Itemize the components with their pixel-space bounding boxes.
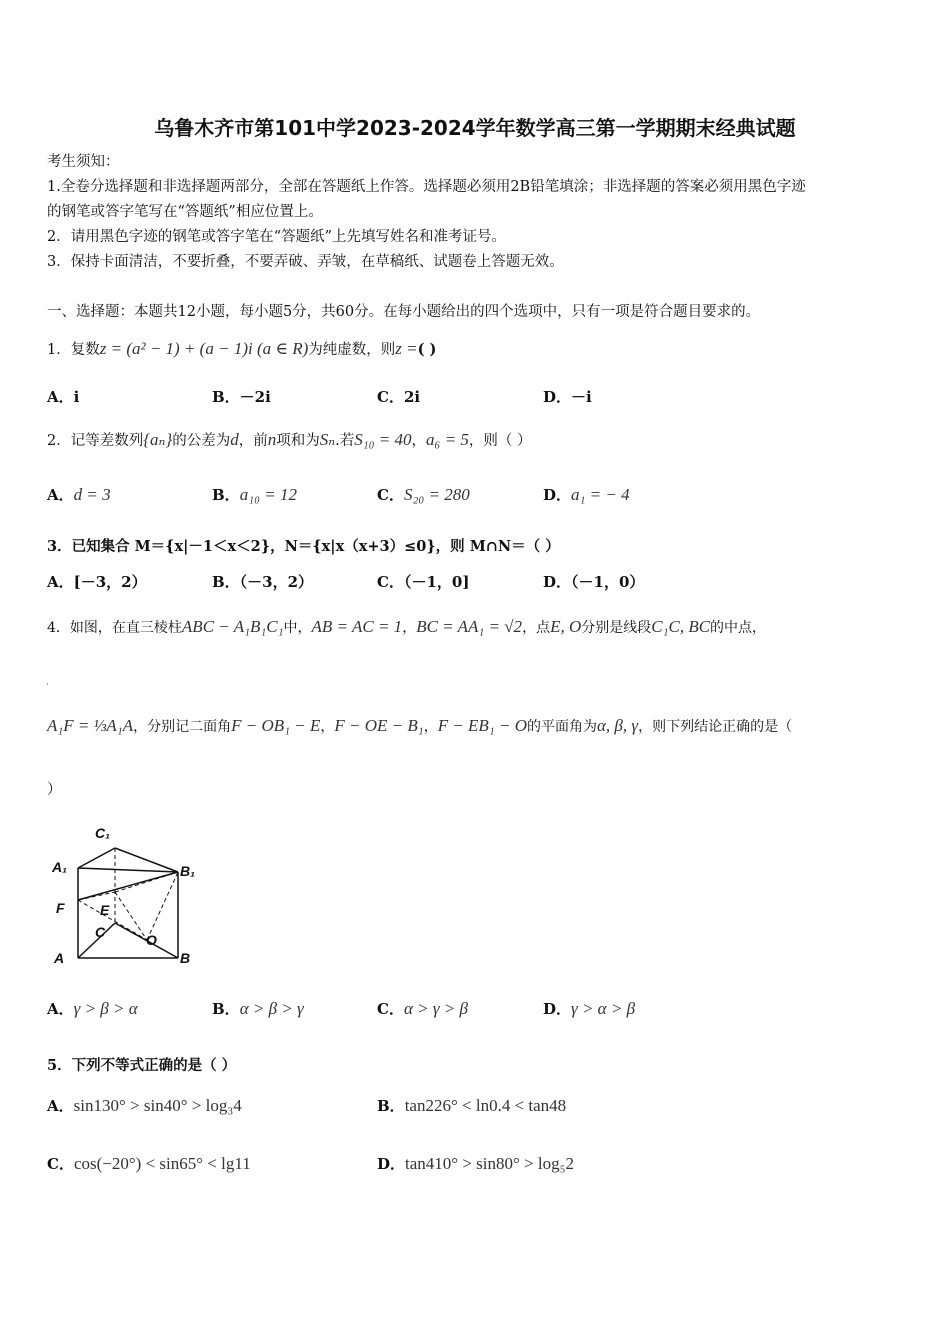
segment-ob1 bbox=[147, 872, 178, 940]
q4-value-b: α > β > γ bbox=[239, 999, 304, 1018]
q4-t2: ， bbox=[402, 620, 417, 636]
label-o: O bbox=[146, 932, 157, 948]
q1-option-a: A．i bbox=[47, 388, 80, 406]
segment-fb1 bbox=[78, 872, 178, 900]
q4-stem-line-1 bbox=[47, 617, 766, 638]
q4-t8: ， bbox=[423, 719, 438, 735]
q2-d: d bbox=[230, 430, 239, 449]
q1-option-b: B．－2i bbox=[212, 388, 271, 406]
q3-option-c: C．（－1，0] bbox=[377, 573, 470, 591]
q1-post: ( ) bbox=[417, 341, 437, 358]
label-c: C bbox=[95, 924, 106, 940]
q1-option-d: D．－i bbox=[543, 388, 592, 406]
q4-t7: ， bbox=[320, 719, 335, 735]
q4-t6: ，分别记二面角 bbox=[133, 719, 232, 735]
q4-label-d: D． bbox=[543, 1000, 572, 1018]
q2-label-c: C． bbox=[377, 486, 404, 504]
q2-t5: ， bbox=[411, 433, 427, 449]
q5-option-a bbox=[47, 1095, 242, 1116]
q2-pre: 2．记等差数列 bbox=[47, 433, 144, 449]
q5-label-b: B． bbox=[377, 1097, 405, 1115]
q1-option-c: C．2i bbox=[377, 388, 421, 406]
q2-option-d bbox=[543, 484, 630, 505]
q5-value-d: tan410° > sin80° > log₅2 bbox=[405, 1154, 575, 1173]
q2-value-d: a₁ = − 4 bbox=[571, 485, 630, 504]
prism-figure bbox=[40, 820, 220, 970]
q2-t2: ，前 bbox=[238, 433, 268, 449]
q4-greek: α, β, γ bbox=[596, 716, 639, 735]
q2-value-c: S₂₀ = 280 bbox=[403, 485, 470, 504]
edge-c1b1 bbox=[115, 848, 178, 872]
q2-sn: Sₙ bbox=[319, 430, 336, 449]
q4-stem-line-2 bbox=[47, 716, 792, 737]
q5-option-b bbox=[377, 1095, 566, 1116]
q2-cond-1: S₁₀ = 40 bbox=[354, 430, 412, 449]
q5-value-b: tan226° < ln0.4 < tan48 bbox=[404, 1096, 567, 1115]
q4-prism: ABC − A₁B₁C₁ bbox=[181, 617, 284, 636]
label-b1: B₁ bbox=[180, 863, 196, 879]
q2-label-a: A． bbox=[47, 486, 74, 504]
q3-option-a: A．[－3，2） bbox=[47, 573, 147, 591]
q5-value-c: cos(−20°) < sin65° < lg11 bbox=[73, 1154, 251, 1173]
q4-t1: 中， bbox=[283, 620, 312, 636]
q1-z: z = bbox=[395, 339, 418, 358]
q4-label-a: A． bbox=[47, 1000, 74, 1018]
q4-t10: ，则下列结论正确的是（ bbox=[638, 719, 793, 735]
label-a: A bbox=[54, 950, 65, 966]
q2-n: n bbox=[267, 430, 277, 449]
q4-label-b: B． bbox=[212, 1000, 240, 1018]
q4-eq-1: AB = AC = 1 bbox=[311, 617, 403, 636]
q1-stem bbox=[47, 339, 436, 360]
q1-pre: 1．复数 bbox=[47, 342, 100, 358]
q4-t5: 的中点， bbox=[710, 620, 767, 636]
q2-value-a: d = 3 bbox=[73, 485, 111, 504]
q5-label-d: D． bbox=[377, 1155, 406, 1173]
q2-option-c bbox=[377, 484, 470, 505]
q4-option-d bbox=[543, 998, 635, 1019]
q2-option-a bbox=[47, 484, 111, 505]
q4-t9: 的平面角为 bbox=[526, 719, 597, 735]
label-b: B bbox=[180, 950, 191, 966]
q2-option-b bbox=[212, 484, 297, 505]
q4-angle-2: F − OE − B₁ bbox=[334, 716, 424, 735]
q4-value-a: γ > β > α bbox=[73, 999, 138, 1018]
q2-seq: {aₙ} bbox=[143, 430, 173, 449]
notice-line-1b: 的钢笔或答字笔写在“答题纸”相应位置上。 bbox=[47, 204, 323, 220]
q4-value-d: γ > α > β bbox=[571, 999, 636, 1018]
q3-option-d: D．（－1，0） bbox=[543, 573, 645, 591]
q1-mid: 为纯虚数，则 bbox=[308, 342, 396, 358]
q2-t3: 项和为 bbox=[276, 433, 320, 449]
notice-line-2: 2．请用黑色字迹的钢笔或答字笔在“答题纸”上先填写姓名和准考证号。 bbox=[47, 229, 507, 245]
q5-option-d bbox=[377, 1153, 574, 1174]
notice-heading: 考生须知： bbox=[47, 154, 120, 170]
q4-ratio: A₁F = ⅓A₁A bbox=[47, 716, 134, 735]
q4-value-c: α > γ > β bbox=[403, 999, 468, 1018]
q2-cond-2: a₆ = 5 bbox=[426, 430, 469, 449]
q5-label-c: C． bbox=[47, 1155, 74, 1173]
q4-option-b bbox=[212, 998, 304, 1019]
q4-eq-2: BC = AA₁ = √2 bbox=[416, 617, 523, 636]
q4-close-paren: ） bbox=[47, 782, 62, 798]
q4-label-c: C． bbox=[377, 1000, 404, 1018]
q1-formula: z = (a² − 1) + (a − 1)i (a ∈ R) bbox=[99, 339, 309, 358]
q5-label-a: A． bbox=[47, 1097, 74, 1115]
q4-angle-1: F − OB₁ − E bbox=[231, 716, 321, 735]
q4-option-a bbox=[47, 998, 138, 1019]
q2-stem bbox=[47, 430, 532, 451]
q3-stem: 3．已知集合 M＝{x|－1＜x＜2}，N＝{x|x（x+3）≤0}，则 M∩N＝（ ） bbox=[47, 538, 560, 555]
edge-a1b1 bbox=[78, 868, 178, 872]
notice-line-1a: 1.全卷分选择题和非选择题两部分，全部在答题纸上作答。选择题必须用2B铅笔填涂；非选择题的答案必须用黑色字迹 bbox=[47, 179, 806, 195]
q5-stem: 5．下列不等式正确的是（ ） bbox=[47, 1057, 237, 1074]
stray-dot: · bbox=[46, 680, 49, 689]
label-c1: C₁ bbox=[95, 825, 111, 841]
q2-t4: .若 bbox=[335, 433, 355, 449]
q2-t1: 的公差为 bbox=[172, 433, 231, 449]
q5-option-c bbox=[47, 1153, 251, 1174]
segment-eo bbox=[115, 892, 147, 940]
q4-angle-3: F − EB₁ − O bbox=[437, 716, 527, 735]
q4-segments: C₁C, BC bbox=[651, 617, 711, 636]
q5-value-a: sin130° > sin40° > log₃4 bbox=[73, 1096, 242, 1115]
page-title: 乌鲁木齐市第101中学2023-2024学年数学高三第一学期期末经典试题 bbox=[154, 116, 796, 140]
q2-value-b: a₁₀ = 12 bbox=[239, 485, 297, 504]
q4-option-c bbox=[377, 998, 468, 1019]
label-e: E bbox=[100, 902, 110, 918]
edge-a1c1 bbox=[78, 848, 115, 868]
q4-pre: 4．如图，在直三棱柱 bbox=[47, 620, 182, 636]
q4-points: E, O bbox=[550, 617, 582, 636]
label-a1: A₁ bbox=[52, 859, 68, 875]
q2-label-b: B． bbox=[212, 486, 240, 504]
q4-t3: ，点 bbox=[522, 620, 551, 636]
segment-fo bbox=[78, 900, 147, 940]
section-heading: 一、选择题：本题共12小题，每小题5分，共60分。在每小题给出的四个选项中，只有一项是符合题目要求的。 bbox=[47, 304, 761, 320]
q3-option-b: B．（－3，2） bbox=[212, 573, 314, 591]
segment-eb1 bbox=[115, 872, 178, 892]
q2-label-d: D． bbox=[543, 486, 572, 504]
notice-line-3: 3．保持卡面清洁，不要折叠，不要弄破、弄皱，在草稿纸、试题卷上答题无效。 bbox=[47, 254, 564, 270]
label-f: F bbox=[56, 900, 65, 916]
q2-t6: ，则（ ） bbox=[468, 433, 532, 449]
q4-t4: 分别是线段 bbox=[581, 620, 652, 636]
